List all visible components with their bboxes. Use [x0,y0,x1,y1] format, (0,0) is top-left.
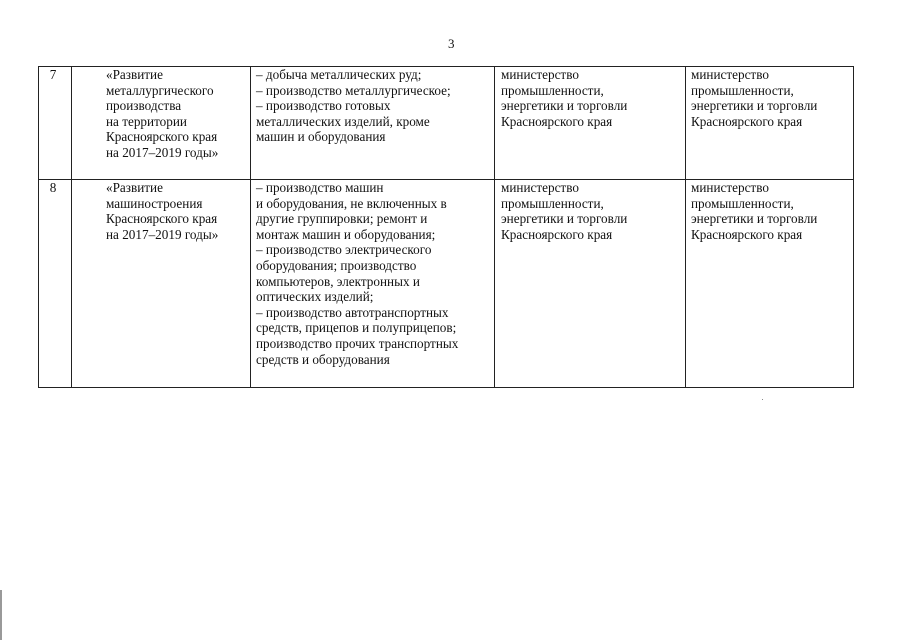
responsible-line: промышленности, [691,82,794,98]
developer-line: Красноярского края [501,113,613,129]
responsible-line: министерство [691,180,769,195]
developer-line: министерство [501,67,579,82]
activity-line: средств и оборудования [256,351,390,367]
activity-line: – производство готовых [256,98,391,114]
activity-line: – добыча металлических руд; [256,67,422,82]
activity-line: монтаж машин и оборудования; [256,226,436,242]
responsible-cell [686,67,854,180]
table-row [39,180,854,388]
program-name-cell [72,67,251,180]
program-name-line: машиностроения [106,195,203,211]
responsible-line: энергетики и торговли [691,211,818,227]
activity-line: оборудования; производство [256,257,417,273]
activity-line: оптических изделий; [256,289,374,305]
activity-line: и оборудования, не включенных в [256,195,447,211]
scan-edge-mark [0,590,2,640]
program-name-cell [72,180,251,388]
activity-cell [251,180,495,388]
activity-line: производство прочих транспортных [256,335,459,351]
developer-line: промышленности, [501,195,604,211]
responsible-line: энергетики и торговли [691,98,818,114]
activity-line: – производство электрического [256,242,432,258]
responsible-line: министерство [691,67,769,82]
activity-line: – производство машин [256,180,384,195]
developer-line: энергетики и торговли [501,211,628,227]
responsible-line: Красноярского края [691,226,803,242]
developer-line: Красноярского края [501,226,613,242]
developer-line: энергетики и торговли [501,98,628,114]
table-body [39,67,854,388]
responsible-cell [686,180,854,388]
program-name-line: Красноярского края [106,129,218,145]
page-number: 3 [448,36,455,51]
program-name-line: на территории [106,113,187,129]
activity-line: другие группировки; ремонт и [256,211,428,227]
activity-line: металлических изделий, кроме [256,113,430,129]
program-name-line: «Развитие [106,180,163,195]
row-number-cell: 7 [39,67,72,180]
table-row [39,67,854,180]
row-number-cell: 8 [39,180,72,388]
program-name-line: «Развитие [106,67,163,82]
developer-cell [495,180,686,388]
program-name-line: производства [106,98,182,114]
program-name-line: металлургического [106,82,214,98]
program-name-line: на 2017–2019 годы» [106,144,219,160]
developer-line: министерство [501,180,579,195]
activity-line: – производство автотранспортных [256,304,449,320]
activity-line: машин и оборудования [256,129,386,145]
activity-cell [251,67,495,180]
activity-line: – производство металлургическое; [256,82,451,98]
responsible-line: Красноярского края [691,113,803,129]
activity-line: средств, прицепов и полуприцепов; [256,320,457,336]
activity-line: компьютеров, электронных и [256,273,420,289]
program-name-line: Красноярского края [106,211,218,227]
program-name-line: на 2017–2019 годы» [106,226,219,242]
developer-cell [495,67,686,180]
responsible-line: промышленности, [691,195,794,211]
scan-speck [762,399,763,400]
developer-line: промышленности, [501,82,604,98]
programs-table [38,66,854,388]
